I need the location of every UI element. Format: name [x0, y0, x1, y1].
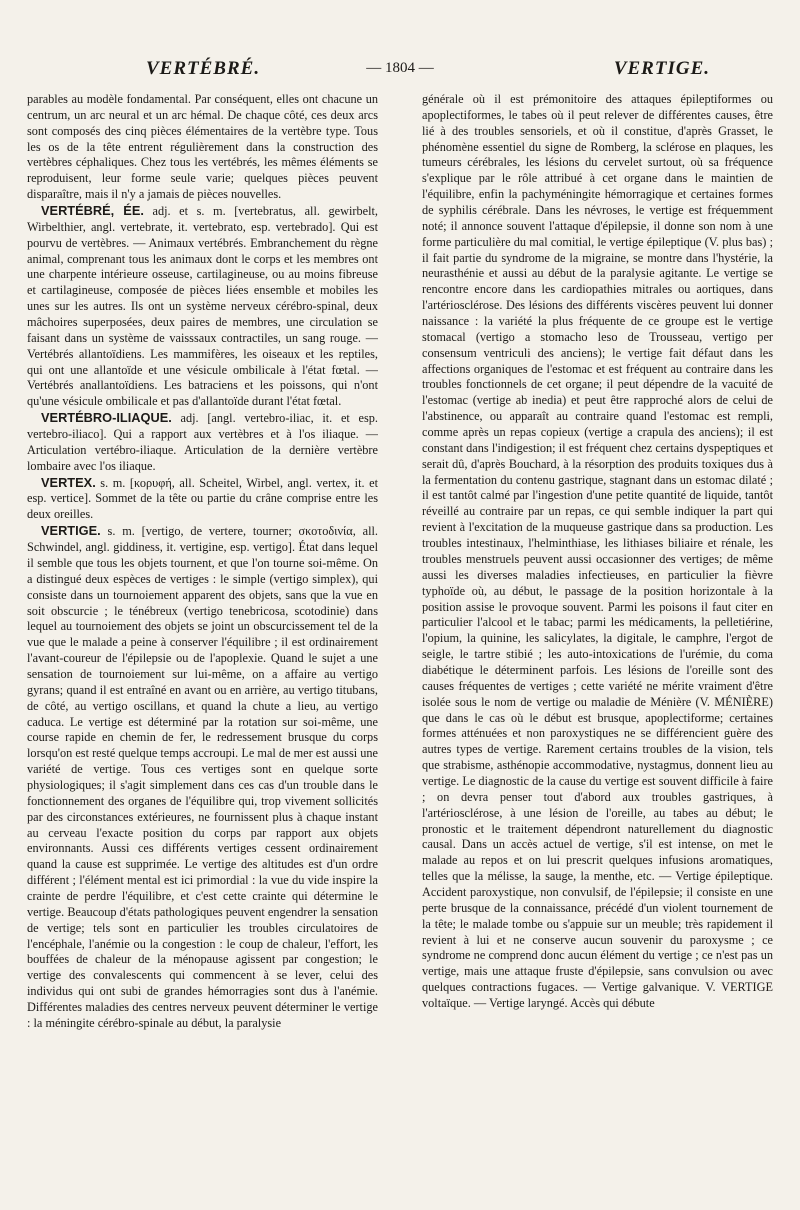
- running-header: [26, 58, 774, 84]
- entry-body: s. m. [vertigo, de vertere, tourner; σκοτοδινία, all. Schwindel, angl. giddiness, it. vertigine, esp. vertigo]. État dans lequel il semble que tous les objets tournent, et que l'on tourne soi-même. On a distingué deux espèces de vertiges : le simple (vertigo simplex), qui consiste dans un tournoiement apparent des objets, sans que la vue en soit obscurcie ; le ténébreux (vertigo tenebricosa, scotodinie) dans lequel au tournoiement des objets se joint un obscurcissement tel de la vue que le malade a peine à conserver l'équilibre ; il est ordinairement l'avant-coureur de l'épilepsie ou de l'apoplexie. Quand le sujet a une sensation de tournoiement sur lui-même, on a affaire au vertigo gyrans; quand il est entraîné en avant ou en arrière, au vertigo titubans, de côté, au vertigo oscillans, et quand la chute a lieu, au vertigo caduca. Le vertige est déterminé par la rotation sur soi-même, une course rapide en chemin de fer, le redressement brusque du corps lorsqu'on est resté quelque temps accroupi. Le mal de mer est aussi une variété de vertige. Tous ces vertiges sont en quelque sorte physiologiques; il s'agit simplement dans ces cas d'un trouble dans le fonctionnement des organes de l'équilibre qui, trop vivement sollicités par des circonstances extérieures, ne fournissent plus à chaque instant au cerveau l'exacte position du corps par rapport aux objets environnants. Aussi ces différents vertiges cessent ordinairement quand la cause est supprimée. Le vertige des altitudes est d'un ordre différent ; l'élément mental est ici primordial : la vue du vide inspire la crainte de perdre l'équilibre, et c'est cette crainte qui détermine le vertige. Beaucoup d'états pathologiques peuvent engendrer la sensation de vertige; tels sont en particulier les troubles circulatoires de l'encéphale, l'anémie ou la congestion : le coup de chaleur, l'effort, les bouffées de chaleur de la ménopause agissent par congestion; le vertige des convalescents qui commencent à se lever, celui des individus qui ont subi de grandes hémorragies sont dus à l'anémie. Différentes maladies des centres nerveux peuvent déterminer le vertige : la méningite cérébro-spinale au début, la paralysie: [27, 524, 378, 1030]
- entry-body: s. m. [κορυφή, all. Scheitel, Wirbel, angl. vertex, it. et esp. vertice]. Sommet de la tête ou partie du crâne comprise entre les deux oreilles.: [27, 475, 378, 522]
- vertige-continuation: générale où il est prémonitoire des attaques épileptiformes ou apoplectiformes, le tabes où il peut relever de différentes causes, être lié à des troubles sensoriels, et où il constitue, d'après Grasset, le phénomène essentiel du signe de Romberg, la sclérose en plaques, les tumeurs cérébrales, les lésions du cervelet surtout, où sa fréquence s'explique par le rôle attribué à cet organe dans le maintien de l'équilibre, enfin la pachyméningite hémorragique et certaines formes de syphilis cérébrale. Dans les névroses, le vertige est fréquemment noté; il annonce souvent l'attaque d'épilepsie, il donne son nom à une forme particulière du mal comitial, le vertige épileptique (V. plus bas) ; il fait partie du syndrome de la migraine, se montre dans l'hystérie, la neurasthénie et aussi au début de la paralysie agitante. Le vertige se rencontre encore dans les cardiopathies mitrales ou aortiques, dans l'artériosclérose. Des lésions des différents viscères peuvent lui donner naissance : la variété la plus fréquente de ce groupe est le vertige stomacal (vertigo a stomacho leso de Trousseau, vertigo per consensum ventriculi des anciens); le vertige fait défaut dans les affections organiques de l'estomac et est fréquent au contraire dans les troubles fonctionnels de cet organe; il peut dépendre de la vacuité de l'estomac (vertige ab inedia) et peut être rapproché alors de celui de l'abstinence, ou apparaît au contraire quand l'estomac est rempli, comme après un repas copieux (vertige a crapula des anciens); il est constant dans l'indigestion; il est fréquent chez certains dyspeptiques et serait dû, d'après Bouchard, à la résorption des produits toxiques dus à la fermentation du contenu gastrique, stagnant dans un estomac dilaté ; il est tantôt calmé par l'ingestion d'une petite quantité de liquide, tantôt réveillé au contraire par un repas, ce qui semble indiquer la part qui revient à l'excitation de la muqueuse gastrique dans sa production. Les troubles intestinaux, l'helminthiase, les lithiases biliaire et rénale, les troubles menstruels peuvent aussi occasionner des vertiges; de même aussi les diverses maladies infectieuses, en particulier la fièvre typhoïde où, au début, le passage de la position horizontale à la position assise le provoque souvent. Parmi les poisons il faut citer en particulier l'alcool et le tabac; parmi les médicaments, la pelletiérine, l'opium, la quinine, les salicylates, la digitale, le camphre, l'ergot de seigle, le tartre stibié ; les auto-intoxications de l'urémie, du coma diabétique le déterminent parfois. Les lésions de l'oreille sont des causes fréquentes de vertiges ; cette variété ne mérite vraiment d'être isolée sous le nom de vertige ou maladie de Ménière (V. MÉNIÈRE) que dans le cas où le début est brusque, apoplectiforme; certaines formes atténuées et non paroxystiques ne se différencient guère des autres types de vertige. Rarement certains troubles de la vision, tels que strabisme, asthénopie accommodative, nystagmus, donnent lieu au vertige. Le diagnostic de la cause du vertige est souvent difficile à faire ; on devra penser tout d'abord aux troubles gastriques, à l'artériosclérose, à une lésion de l'oreille, au tabes au début; le pronostic et le traitement dépendront naturellement du diagnostic causal. Dans un accès actuel de vertige, s'il est intense, on met le malade au repos et on lui prescrit quelques infusions aromatiques, telles que la mélisse, la sauge, la menthe, etc. — Vertige épileptique. Accident paroxystique, non convulsif, de l'épilepsie; il consiste en une perte brusque de la connaissance, précédé d'un violent tournement de la tête; le malade tombe ou s'appuie sur un meuble; très rapidement il revient à lui et ne conserve aucun souvenir du paroxysme ; ce syndrome ne comprend donc aucun élément du vertige ; ce n'est pas un vertige, mais une attaque fruste d'épilepsie, sans convulsion ou avec quelques contractions fugaces. — Vertige galvanique. V. VERTIGE voltaïque. — Vertige laryngé. Accès qui débute: [422, 92, 773, 1010]
- right-column: [422, 92, 773, 1152]
- header-left-word: VERTÉBRÉ.: [146, 58, 261, 79]
- page-number: — 1804 —: [366, 60, 434, 76]
- continuation-paragraph: parables au modèle fondamental. Par conséquent, elles ont chacune un centrum, un arc neural et un arc hémal. De chaque côté, ces deux arcs sont composés des cinq pièces élémentaires de la vertèbre type. Tous les os de la tête entrent régulièrement dans la construction des vertèbres céphaliques. Chez tous les vertébrés, les mêmes éléments se reproduisent, leur forme seule varie; quelques pièces peuvent disparaître, mais il n'y a jamais de pièces nouvelles.: [27, 92, 378, 202]
- headword: VERTÉBRO-ILIAQUE.: [41, 410, 172, 426]
- headword: VERTIGE.: [41, 523, 101, 539]
- entry-vertex: [27, 475, 378, 524]
- entry-vertebro-iliaque: [27, 410, 378, 474]
- entry-vertige: [27, 523, 378, 1032]
- entry-vertebre: [27, 203, 378, 410]
- headword: VERTEX.: [41, 474, 96, 490]
- entry-body: adj. et s. m. [vertebratus, all. gewirbelt, Wirbelthier, angl. vertebrate, it. vertebrato, esp. vertebrado]. Qui est pourvu de vertèbres. — Animaux vertébrés. Embranchement du règne animal, comprenant tous les animaux dont le corps et les membres ont une charpente intérieure osseuse, cartilagineuse, ou au moins fibreuse et cartilagineuse, composée de pièces liées ensemble et mobiles les unes sur les autres. Ils ont un système nerveux cérébro-spinal, deux mâchoires superposées, deux paires de membres, une circulation se faisant dans un système de vaisssaux contractiles, un sang rouge. — Vertébrés allantoïdiens. Les mammifères, les oiseaux et les reptiles, qui ont une allantoïde et une vésicule ombilicale à l'état fœtal. — Vertébrés anallantoïdiens. Les batraciens et les poissons, qui n'ont qu'une vésicule ombilicale et pas d'allantoïde durant l'état fœtal.: [27, 204, 378, 409]
- entry-body: adj. [angl. vertebro-iliac, it. et esp. vertebro-iliaco]. Qui a rapport aux vertèbres et à l'os iliaque. — Articulation vertébro-iliaque. Articulation de la dernière vertèbre lombaire avec l'os iliaque.: [27, 411, 378, 473]
- text-columns: [27, 92, 773, 1152]
- left-column: [27, 92, 378, 1152]
- header-right-word: VERTIGE.: [613, 58, 710, 79]
- headword: VERTÉBRÉ, ÉE.: [41, 203, 144, 219]
